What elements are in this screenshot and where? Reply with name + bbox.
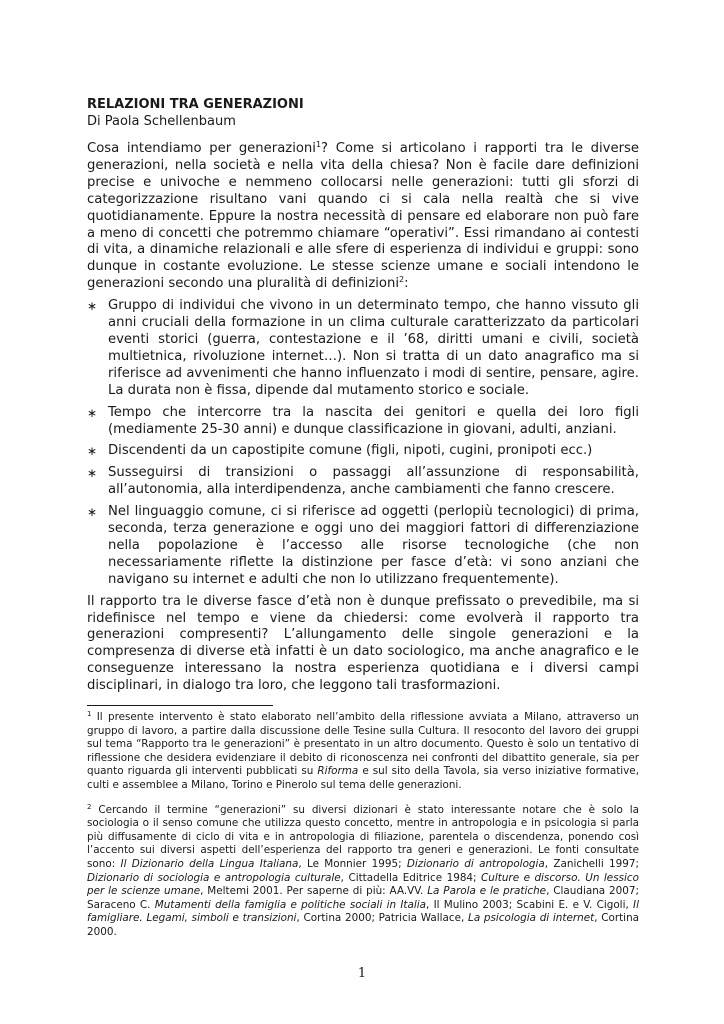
footnote-number: 1 <box>87 710 92 718</box>
intro-paragraph <box>87 141 639 293</box>
footnote-text: Il presente intervento è stato elaborato nell’ambito della riflessione avviata a Milano, attraverso un gruppo di lavoro, a partire dalla discussione delle Tesine sulla Cultura. Il resoconto del lavoro dei gruppi sul tema “Rapporto tra le generazioni” è presentato in un altro documento. Questo è solo un tentativo di riflessione che desidera evidenziare il debito di riconoscenza nei confronti del dibattito generale, sia per quanto riguarda gli interventi pubblicati su <box>87 711 639 778</box>
document-title: RELAZIONI TRA GENERAZIONI <box>87 97 304 112</box>
footnote-number: 2 <box>87 802 92 811</box>
footnote-text: e sul sito della Tavola, sia verso iniziative formative, culti e assemblee a Milano, Torino e Pinerolo sul tema delle generazioni. <box>87 765 639 791</box>
footnote-2 <box>87 804 639 940</box>
list-item-text: Gruppo di individui che vivono in un determinato tempo, che hanno vissuto gli anni cruciali della formazione in un clima culturale caratterizzato da particolari eventi storici (guerra, contestazione e il ’68, diritti umani e civili, società multietnica, rivoluzione internet…). Non si tratta di un dato anagrafico ma si riferisce ad avvenimenti che hanno influenzato i modi di sentire, pensare, agire. La durata non è fissa, dipende dal mutamento storico e sociale. <box>108 298 639 398</box>
list-item-text: Susseguirsi di transizioni o passaggi all’assunzione di responsabilità, all’autonomia, alla interdipendenza, anche cambiamenti che fanno crescere. <box>108 465 639 498</box>
list-item <box>87 298 639 399</box>
list-item <box>87 443 639 460</box>
list-item <box>87 405 639 439</box>
footnote-text: , Le Monnier 1995; <box>298 857 407 870</box>
footnote-italic: La psicologia di internet <box>468 912 595 925</box>
asterisk-bullet-icon: ∗ <box>87 444 98 459</box>
footnote-italic: Dizionario di sociologia e antropologia culturale <box>87 871 341 884</box>
footnote-1 <box>87 711 639 793</box>
definitions-list <box>87 298 639 589</box>
document-body <box>87 96 639 695</box>
list-item <box>87 465 639 499</box>
asterisk-bullet-icon: ∗ <box>87 405 98 420</box>
footnote-italic: Il famigliare. Legami, simboli e transizioni <box>87 898 639 925</box>
footnote-text: , Cittadella Editrice 1984; <box>340 871 482 884</box>
footnote-text: , Cortina 2000; Patricia Wallace, <box>296 912 469 925</box>
intro-text-2: ? Come si articolano i rapporti tra le diverse generazioni, nella società e nella vita della chiesa? Non è facile dare definizioni precise e univoche e nemmeno collocarsi nelle generazioni: tutti gli sforzi di categorizzazione risultano vani quando ci si cala nella realtà che si vive quotidianamente. Eppure la nostra necessità di pensare ed elaborare non può fare a meno di concetti che potremmo chiamare “operativi”. Essi rimandano ai contesti di vita, a dinamiche relazionali e alle sfere di esperienza di individui e gruppi: sono dunque in costante evoluzione. Le stesse scienze umane e sociali intendono le generazioni secondo una pluralità di definizioni <box>87 141 639 292</box>
footnote-ref-1[interactable]: 1 <box>315 140 322 149</box>
footnote-text: , Zanichelli 1997; <box>544 857 639 870</box>
list-item-text: Nel linguaggio comune, ci si riferisce ad oggetti (perlopiù tecnologici) di prima, seconda, terza generazione e oggi uno dei maggiori fattori di differenziazione nella popolazione è l’accesso alle risorse tecnologiche (che non necessariamente riflette la distinzione per fasce d’età: vi sono anziani che navigano su internet e adulti che non lo utilizzano frequentemente). <box>108 504 639 587</box>
footnote-italic: Riforma <box>317 765 359 778</box>
footnote-italic: Dizionario di antropologia <box>406 857 545 870</box>
list-item-text: Tempo che intercorre tra la nascita dei genitori e quella dei loro figli (mediamente 25-30 anni) e dunque classificazione in giovani, adulti, anziani. <box>108 404 639 437</box>
list-item-text: Discendenti da un capostipite comune (figli, nipoti, cugini, pronipoti ecc.) <box>108 443 593 459</box>
asterisk-bullet-icon: ∗ <box>87 299 98 314</box>
intro-text-1: Cosa intendiamo per generazioni <box>87 141 316 156</box>
footnote-text: , Il Mulino 2003; Scabini E. e V. Cigoli, <box>426 898 634 911</box>
footnote-separator <box>87 705 273 706</box>
footnote-italic: Culture e discorso. Un lessico per le scienze umane <box>87 871 639 898</box>
footnotes-section <box>87 711 639 951</box>
footnote-text: , Claudiana 2007; Saraceno C. <box>87 885 639 911</box>
footnote-text: , Cortina 2000. <box>87 912 640 938</box>
footnote-italic: Mutamenti della famiglia e politiche sociali in Italia <box>154 898 426 911</box>
footnote-italic: La Parola e le pratiche <box>427 885 547 898</box>
footnote-italic: Il Dizionario della Lingua Italiana <box>120 857 299 870</box>
closing-paragraph: Il rapporto tra le diverse fasce d’età non è dunque prefissato o prevedibile, ma si ridefinisce nel tempo e viene da chiedersi: come evolverà il rapporto tra generazioni compresenti? L’allungamento delle singole generazioni e la compresenza di diverse età infatti è un dato sociologico, ma anche anagrafico e le conseguenze interessano la nostra esperienza quotidiana e i diversi campi disciplinari, in dialogo tra loro, che leggono tali trasformazioni. <box>87 593 639 694</box>
footnote-text: Cercando il termine “generazioni” su diversi dizionari è stato interessante notare che è solo la sociologia o il senso comune che utilizza questo concetto, mentre in antropologia e in psicologia si parla più diffusamente di ciclo di vita e in antropologia di filiazione, parentela o discendenza, ponendo così l’accento sui diversi aspetti dell’esperienza del rapporto tra generi e generazioni. Le fonti consultate sono: <box>87 803 639 870</box>
page-number: 1 <box>357 966 367 981</box>
document-author: Di Paola Schellenbaum <box>87 114 236 129</box>
intro-text-3: : <box>404 276 409 292</box>
footnote-text: , Meltemi 2001. Per saperne di più: AA.VV. <box>200 885 428 898</box>
asterisk-bullet-icon: ∗ <box>87 505 98 520</box>
footnote-ref-2[interactable]: 2 <box>399 275 405 285</box>
list-item <box>87 504 639 589</box>
asterisk-bullet-icon: ∗ <box>87 466 98 481</box>
